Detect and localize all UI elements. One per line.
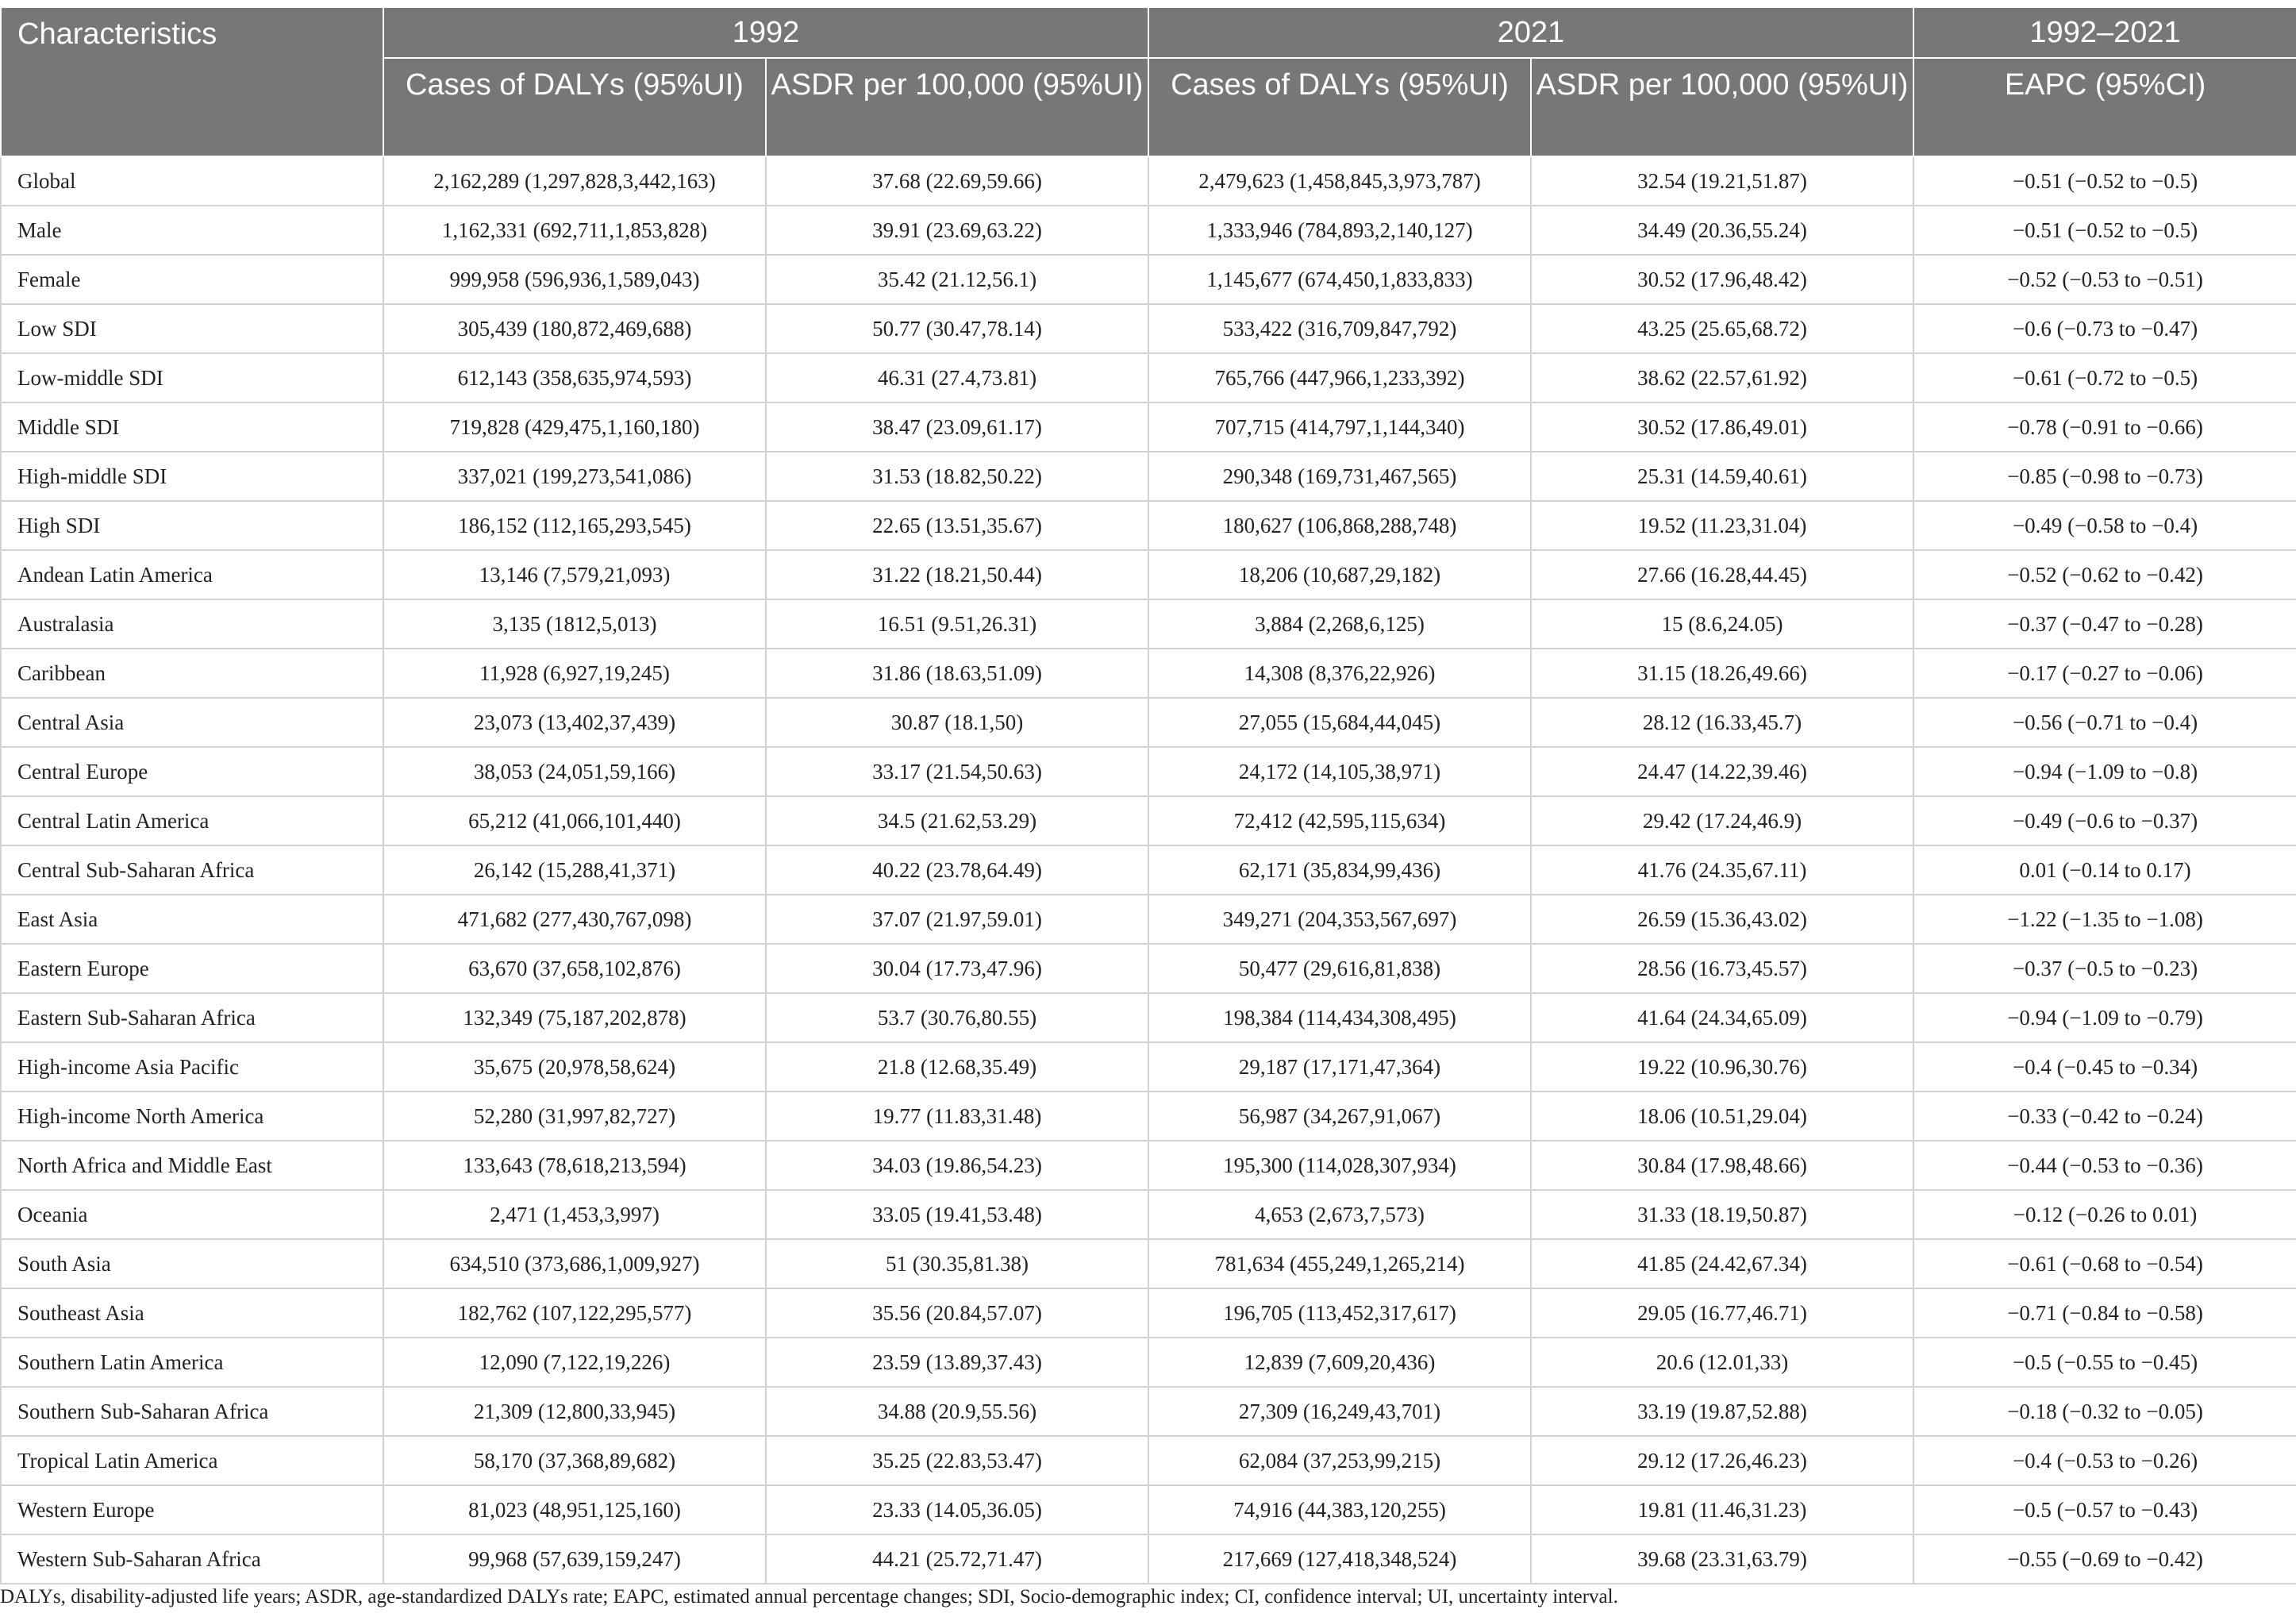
asdr-2021-cell: 31.15 (18.26,49.66): [1531, 649, 1913, 698]
table-row: [1, 550, 2296, 599]
cases-1992-cell: 23,073 (13,402,37,439): [383, 698, 766, 747]
table-row: [1, 845, 2296, 895]
eapc-cell: −0.52 (−0.53 to −0.51): [1913, 255, 2296, 304]
eapc-cell: −0.85 (−0.98 to −0.73): [1913, 452, 2296, 501]
cases-1992-cell: 719,828 (429,475,1,160,180): [383, 402, 766, 452]
cases-2021-cell: 12,839 (7,609,20,436): [1148, 1338, 1531, 1387]
asdr-1992-cell: 37.07 (21.97,59.01): [766, 895, 1148, 944]
cases-2021-cell: 56,987 (34,267,91,067): [1148, 1092, 1531, 1141]
row-characteristic: Central Latin America: [1, 796, 383, 845]
asdr-2021-cell: 28.12 (16.33,45.7): [1531, 698, 1913, 747]
asdr-1992-cell: 50.77 (30.47,78.14): [766, 304, 1148, 353]
eapc-cell: −0.37 (−0.5 to −0.23): [1913, 944, 2296, 993]
cases-2021-cell: 349,271 (204,353,567,697): [1148, 895, 1531, 944]
table-row: [1, 1288, 2296, 1338]
table-row: [1, 1092, 2296, 1141]
cases-2021-cell: 781,634 (455,249,1,265,214): [1148, 1239, 1531, 1288]
table-row: [1, 747, 2296, 796]
table-row: [1, 452, 2296, 501]
asdr-2021-cell: 18.06 (10.51,29.04): [1531, 1092, 1913, 1141]
table-row: [1, 353, 2296, 402]
eapc-cell: 0.01 (−0.14 to 0.17): [1913, 845, 2296, 895]
row-characteristic: Oceania: [1, 1190, 383, 1239]
eapc-cell: −0.52 (−0.62 to −0.42): [1913, 550, 2296, 599]
cases-2021-cell: 14,308 (8,376,22,926): [1148, 649, 1531, 698]
asdr-1992-cell: 53.7 (30.76,80.55): [766, 993, 1148, 1042]
cases-2021-cell: 18,206 (10,687,29,182): [1148, 550, 1531, 599]
cases-2021-cell: 290,348 (169,731,467,565): [1148, 452, 1531, 501]
cases-1992-cell: 52,280 (31,997,82,727): [383, 1092, 766, 1141]
cases-2021-cell: 24,172 (14,105,38,971): [1148, 747, 1531, 796]
asdr-1992-cell: 51 (30.35,81.38): [766, 1239, 1148, 1288]
header-eapc: EAPC (95%CI): [1913, 58, 2296, 156]
table-row: [1, 1239, 2296, 1288]
eapc-cell: −0.4 (−0.53 to −0.26): [1913, 1436, 2296, 1485]
table-row: [1, 1436, 2296, 1485]
asdr-2021-cell: 29.42 (17.24,46.9): [1531, 796, 1913, 845]
cases-2021-cell: 72,412 (42,595,115,634): [1148, 796, 1531, 845]
header-range: 1992–2021: [1913, 7, 2296, 58]
cases-1992-cell: 81,023 (48,951,125,160): [383, 1485, 766, 1534]
cases-2021-cell: 707,715 (414,797,1,144,340): [1148, 402, 1531, 452]
row-characteristic: Southern Sub-Saharan Africa: [1, 1387, 383, 1436]
eapc-cell: −0.61 (−0.68 to −0.54): [1913, 1239, 2296, 1288]
asdr-1992-cell: 35.42 (21.12,56.1): [766, 255, 1148, 304]
table-row: [1, 796, 2296, 845]
cases-1992-cell: 13,146 (7,579,21,093): [383, 550, 766, 599]
cases-2021-cell: 2,479,623 (1,458,845,3,973,787): [1148, 156, 1531, 206]
header-asdr-2021: ASDR per 100,000 (95%UI): [1531, 58, 1913, 156]
asdr-1992-cell: 19.77 (11.83,31.48): [766, 1092, 1148, 1141]
header-year-2021: 2021: [1148, 7, 1913, 58]
cases-1992-cell: 99,968 (57,639,159,247): [383, 1534, 766, 1584]
asdr-2021-cell: 41.76 (24.35,67.11): [1531, 845, 1913, 895]
table-container: [0, 6, 2296, 1584]
cases-2021-cell: 74,916 (44,383,120,255): [1148, 1485, 1531, 1534]
row-characteristic: Tropical Latin America: [1, 1436, 383, 1485]
asdr-2021-cell: 30.84 (17.98,48.66): [1531, 1141, 1913, 1190]
row-characteristic: East Asia: [1, 895, 383, 944]
table-row: [1, 993, 2296, 1042]
eapc-cell: −0.55 (−0.69 to −0.42): [1913, 1534, 2296, 1584]
table-row: [1, 402, 2296, 452]
cases-1992-cell: 38,053 (24,051,59,166): [383, 747, 766, 796]
asdr-2021-cell: 30.52 (17.96,48.42): [1531, 255, 1913, 304]
cases-2021-cell: 196,705 (113,452,317,617): [1148, 1288, 1531, 1338]
cases-1992-cell: 3,135 (1812,5,013): [383, 599, 766, 649]
cases-1992-cell: 26,142 (15,288,41,371): [383, 845, 766, 895]
table-row: [1, 1042, 2296, 1092]
cases-1992-cell: 12,090 (7,122,19,226): [383, 1338, 766, 1387]
row-characteristic: Low SDI: [1, 304, 383, 353]
asdr-2021-cell: 27.66 (16.28,44.45): [1531, 550, 1913, 599]
row-characteristic: Western Europe: [1, 1485, 383, 1534]
table-row: [1, 1141, 2296, 1190]
eapc-cell: −0.94 (−1.09 to −0.79): [1913, 993, 2296, 1042]
cases-1992-cell: 58,170 (37,368,89,682): [383, 1436, 766, 1485]
eapc-cell: −0.49 (−0.6 to −0.37): [1913, 796, 2296, 845]
asdr-2021-cell: 31.33 (18.19,50.87): [1531, 1190, 1913, 1239]
eapc-cell: −0.49 (−0.58 to −0.4): [1913, 501, 2296, 550]
row-characteristic: Andean Latin America: [1, 550, 383, 599]
row-characteristic: High-income Asia Pacific: [1, 1042, 383, 1092]
asdr-1992-cell: 35.25 (22.83,53.47): [766, 1436, 1148, 1485]
eapc-cell: −0.4 (−0.45 to −0.34): [1913, 1042, 2296, 1092]
eapc-cell: −0.94 (−1.09 to −0.8): [1913, 747, 2296, 796]
row-characteristic: South Asia: [1, 1239, 383, 1288]
eapc-cell: −0.17 (−0.27 to −0.06): [1913, 649, 2296, 698]
cases-2021-cell: 62,171 (35,834,99,436): [1148, 845, 1531, 895]
asdr-1992-cell: 34.03 (19.86,54.23): [766, 1141, 1148, 1190]
eapc-cell: −0.33 (−0.42 to −0.24): [1913, 1092, 2296, 1141]
row-characteristic: Central Europe: [1, 747, 383, 796]
asdr-1992-cell: 39.91 (23.69,63.22): [766, 206, 1148, 255]
cases-2021-cell: 50,477 (29,616,81,838): [1148, 944, 1531, 993]
asdr-2021-cell: 41.64 (24.34,65.09): [1531, 993, 1913, 1042]
row-characteristic: Male: [1, 206, 383, 255]
asdr-2021-cell: 38.62 (22.57,61.92): [1531, 353, 1913, 402]
row-characteristic: Central Asia: [1, 698, 383, 747]
asdr-2021-cell: 15 (8.6,24.05): [1531, 599, 1913, 649]
row-characteristic: Global: [1, 156, 383, 206]
cases-1992-cell: 471,682 (277,430,767,098): [383, 895, 766, 944]
asdr-2021-cell: 39.68 (23.31,63.79): [1531, 1534, 1913, 1584]
header-year-1992: 1992: [383, 7, 1148, 58]
eapc-cell: −1.22 (−1.35 to −1.08): [1913, 895, 2296, 944]
cases-2021-cell: 29,187 (17,171,47,364): [1148, 1042, 1531, 1092]
cases-2021-cell: 4,653 (2,673,7,573): [1148, 1190, 1531, 1239]
asdr-2021-cell: 28.56 (16.73,45.57): [1531, 944, 1913, 993]
eapc-cell: −0.5 (−0.57 to −0.43): [1913, 1485, 2296, 1534]
cases-1992-cell: 612,143 (358,635,974,593): [383, 353, 766, 402]
cases-2021-cell: 1,145,677 (674,450,1,833,833): [1148, 255, 1531, 304]
eapc-cell: −0.78 (−0.91 to −0.66): [1913, 402, 2296, 452]
row-characteristic: Southeast Asia: [1, 1288, 383, 1338]
table-body: [1, 156, 2296, 1584]
asdr-1992-cell: 33.05 (19.41,53.48): [766, 1190, 1148, 1239]
table-row: [1, 304, 2296, 353]
asdr-1992-cell: 31.86 (18.63,51.09): [766, 649, 1148, 698]
asdr-1992-cell: 30.04 (17.73,47.96): [766, 944, 1148, 993]
eapc-cell: −0.51 (−0.52 to −0.5): [1913, 206, 2296, 255]
row-characteristic: Southern Latin America: [1, 1338, 383, 1387]
table-header: [1, 7, 2296, 156]
table-row: [1, 698, 2296, 747]
asdr-2021-cell: 25.31 (14.59,40.61): [1531, 452, 1913, 501]
eapc-cell: −0.5 (−0.55 to −0.45): [1913, 1338, 2296, 1387]
cases-1992-cell: 132,349 (75,187,202,878): [383, 993, 766, 1042]
asdr-1992-cell: 22.65 (13.51,35.67): [766, 501, 1148, 550]
eapc-cell: −0.44 (−0.53 to −0.36): [1913, 1141, 2296, 1190]
row-characteristic: Female: [1, 255, 383, 304]
asdr-1992-cell: 31.22 (18.21,50.44): [766, 550, 1148, 599]
cases-2021-cell: 62,084 (37,253,99,215): [1148, 1436, 1531, 1485]
cases-2021-cell: 198,384 (114,434,308,495): [1148, 993, 1531, 1042]
cases-2021-cell: 195,300 (114,028,307,934): [1148, 1141, 1531, 1190]
cases-1992-cell: 305,439 (180,872,469,688): [383, 304, 766, 353]
table-footnote: DALYs, disability-adjusted life years; ASDR, age-standardized DALYs rate; EAPC, estimated annual percentage changes; SDI, Socio-demographic index; CI, confidence interval; UI, uncertainty interval.: [0, 1586, 1618, 1608]
cases-1992-cell: 35,675 (20,978,58,624): [383, 1042, 766, 1092]
asdr-2021-cell: 20.6 (12.01,33): [1531, 1338, 1913, 1387]
asdr-1992-cell: 33.17 (21.54,50.63): [766, 747, 1148, 796]
asdr-1992-cell: 30.87 (18.1,50): [766, 698, 1148, 747]
asdr-1992-cell: 21.8 (12.68,35.49): [766, 1042, 1148, 1092]
cases-2021-cell: 27,055 (15,684,44,045): [1148, 698, 1531, 747]
table-row: [1, 1534, 2296, 1584]
asdr-1992-cell: 35.56 (20.84,57.07): [766, 1288, 1148, 1338]
asdr-2021-cell: 30.52 (17.86,49.01): [1531, 402, 1913, 452]
asdr-2021-cell: 24.47 (14.22,39.46): [1531, 747, 1913, 796]
row-characteristic: Western Sub-Saharan Africa: [1, 1534, 383, 1584]
header-characteristics: Characteristics: [1, 7, 383, 156]
cases-1992-cell: 2,471 (1,453,3,997): [383, 1190, 766, 1239]
table-row: [1, 944, 2296, 993]
table-row: [1, 1338, 2296, 1387]
row-characteristic: Eastern Sub-Saharan Africa: [1, 993, 383, 1042]
cases-2021-cell: 1,333,946 (784,893,2,140,127): [1148, 206, 1531, 255]
cases-1992-cell: 182,762 (107,122,295,577): [383, 1288, 766, 1338]
asdr-1992-cell: 44.21 (25.72,71.47): [766, 1534, 1148, 1584]
row-characteristic: Low-middle SDI: [1, 353, 383, 402]
table-row: [1, 1387, 2296, 1436]
cases-1992-cell: 999,958 (596,936,1,589,043): [383, 255, 766, 304]
cases-1992-cell: 133,643 (78,618,213,594): [383, 1141, 766, 1190]
row-characteristic: Eastern Europe: [1, 944, 383, 993]
eapc-cell: −0.51 (−0.52 to −0.5): [1913, 156, 2296, 206]
asdr-1992-cell: 31.53 (18.82,50.22): [766, 452, 1148, 501]
cases-2021-cell: 3,884 (2,268,6,125): [1148, 599, 1531, 649]
asdr-2021-cell: 26.59 (15.36,43.02): [1531, 895, 1913, 944]
asdr-1992-cell: 34.5 (21.62,53.29): [766, 796, 1148, 845]
asdr-1992-cell: 23.59 (13.89,37.43): [766, 1338, 1148, 1387]
table-row: [1, 599, 2296, 649]
cases-2021-cell: 765,766 (447,966,1,233,392): [1148, 353, 1531, 402]
eapc-cell: −0.18 (−0.32 to −0.05): [1913, 1387, 2296, 1436]
asdr-1992-cell: 46.31 (27.4,73.81): [766, 353, 1148, 402]
table-row: [1, 1485, 2296, 1534]
cases-1992-cell: 65,212 (41,066,101,440): [383, 796, 766, 845]
cases-2021-cell: 27,309 (16,249,43,701): [1148, 1387, 1531, 1436]
asdr-1992-cell: 37.68 (22.69,59.66): [766, 156, 1148, 206]
eapc-cell: −0.71 (−0.84 to −0.58): [1913, 1288, 2296, 1338]
cases-2021-cell: 180,627 (106,868,288,748): [1148, 501, 1531, 550]
row-characteristic: Middle SDI: [1, 402, 383, 452]
asdr-2021-cell: 32.54 (19.21,51.87): [1531, 156, 1913, 206]
eapc-cell: −0.61 (−0.72 to −0.5): [1913, 353, 2296, 402]
header-cases-1992: Cases of DALYs (95%UI): [383, 58, 766, 156]
eapc-cell: −0.6 (−0.73 to −0.47): [1913, 304, 2296, 353]
asdr-2021-cell: 19.81 (11.46,31.23): [1531, 1485, 1913, 1534]
asdr-1992-cell: 16.51 (9.51,26.31): [766, 599, 1148, 649]
asdr-2021-cell: 19.52 (11.23,31.04): [1531, 501, 1913, 550]
cases-1992-cell: 337,021 (199,273,541,086): [383, 452, 766, 501]
table-row: [1, 895, 2296, 944]
table-row: [1, 1190, 2296, 1239]
header-asdr-1992: ASDR per 100,000 (95%UI): [766, 58, 1148, 156]
row-characteristic: North Africa and Middle East: [1, 1141, 383, 1190]
table-row: [1, 206, 2296, 255]
table-row: [1, 501, 2296, 550]
asdr-2021-cell: 43.25 (25.65,68.72): [1531, 304, 1913, 353]
dalys-table: [0, 6, 2296, 1584]
header-cases-2021: Cases of DALYs (95%UI): [1148, 58, 1531, 156]
cases-1992-cell: 186,152 (112,165,293,545): [383, 501, 766, 550]
asdr-1992-cell: 23.33 (14.05,36.05): [766, 1485, 1148, 1534]
eapc-cell: −0.56 (−0.71 to −0.4): [1913, 698, 2296, 747]
table-row: [1, 156, 2296, 206]
row-characteristic: Caribbean: [1, 649, 383, 698]
asdr-2021-cell: 29.05 (16.77,46.71): [1531, 1288, 1913, 1338]
asdr-2021-cell: 29.12 (17.26,46.23): [1531, 1436, 1913, 1485]
row-characteristic: Australasia: [1, 599, 383, 649]
row-characteristic: Central Sub-Saharan Africa: [1, 845, 383, 895]
cases-1992-cell: 63,670 (37,658,102,876): [383, 944, 766, 993]
table-row: [1, 649, 2296, 698]
cases-1992-cell: 21,309 (12,800,33,945): [383, 1387, 766, 1436]
asdr-2021-cell: 34.49 (20.36,55.24): [1531, 206, 1913, 255]
row-characteristic: High-income North America: [1, 1092, 383, 1141]
asdr-2021-cell: 33.19 (19.87,52.88): [1531, 1387, 1913, 1436]
cases-1992-cell: 2,162,289 (1,297,828,3,442,163): [383, 156, 766, 206]
asdr-1992-cell: 40.22 (23.78,64.49): [766, 845, 1148, 895]
asdr-1992-cell: 38.47 (23.09,61.17): [766, 402, 1148, 452]
cases-1992-cell: 634,510 (373,686,1,009,927): [383, 1239, 766, 1288]
cases-2021-cell: 533,422 (316,709,847,792): [1148, 304, 1531, 353]
cases-1992-cell: 1,162,331 (692,711,1,853,828): [383, 206, 766, 255]
table-row: [1, 255, 2296, 304]
asdr-2021-cell: 19.22 (10.96,30.76): [1531, 1042, 1913, 1092]
cases-1992-cell: 11,928 (6,927,19,245): [383, 649, 766, 698]
asdr-1992-cell: 34.88 (20.9,55.56): [766, 1387, 1148, 1436]
asdr-2021-cell: 41.85 (24.42,67.34): [1531, 1239, 1913, 1288]
cases-2021-cell: 217,669 (127,418,348,524): [1148, 1534, 1531, 1584]
row-characteristic: High-middle SDI: [1, 452, 383, 501]
eapc-cell: −0.37 (−0.47 to −0.28): [1913, 599, 2296, 649]
row-characteristic: High SDI: [1, 501, 383, 550]
eapc-cell: −0.12 (−0.26 to 0.01): [1913, 1190, 2296, 1239]
